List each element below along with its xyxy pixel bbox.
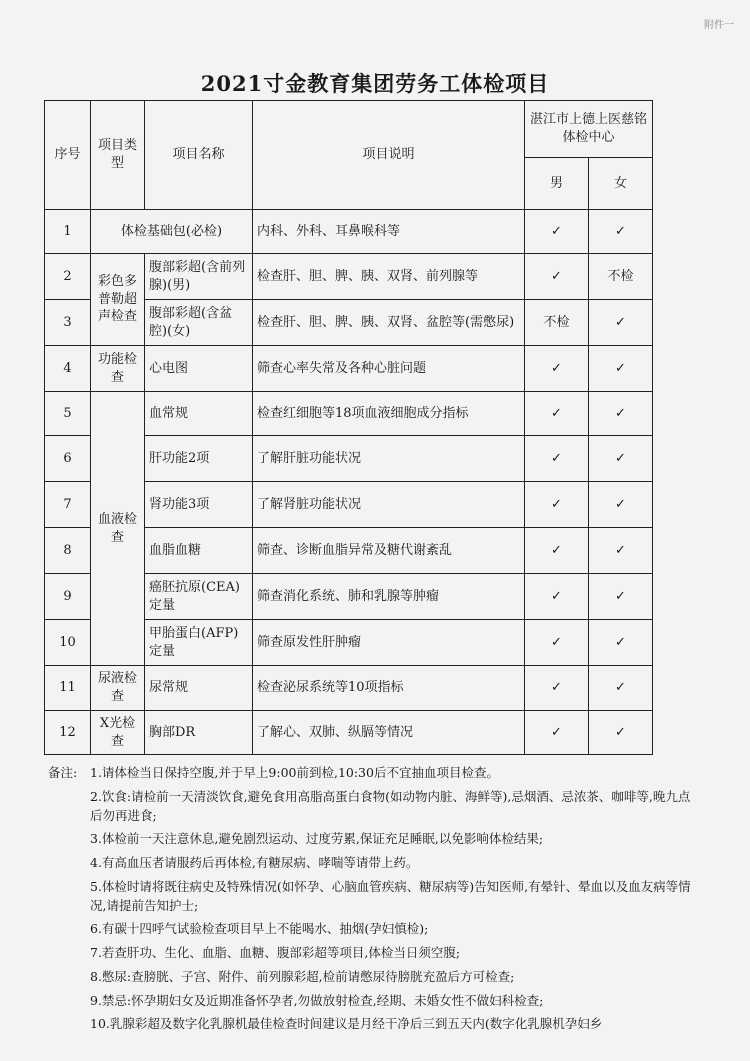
table-row xyxy=(45,711,653,755)
table-row xyxy=(45,346,653,392)
notes-section xyxy=(48,764,698,1039)
row-desc: 了解肝脏功能状况 xyxy=(253,436,525,482)
row-female: ✓ xyxy=(589,210,653,254)
page-title: 2021寸金教育集团劳务工体检项目 xyxy=(200,71,550,96)
note-item: 4.有高血压者请服药后再体检,有糖尿病、哮喘等请带上药。 xyxy=(90,855,419,870)
row-male: ✓ xyxy=(525,620,589,666)
row-male: 不检 xyxy=(525,300,589,346)
row-name: 甲胎蛋白(AFP)定量 xyxy=(145,620,253,666)
header-male: 男 xyxy=(525,158,589,210)
row-desc: 筛查心率失常及各种心脏问题 xyxy=(253,346,525,392)
row-type: 尿液检查 xyxy=(91,666,145,711)
table-row xyxy=(45,666,653,711)
row-name: 腹部彩超(含前列腺)(男) xyxy=(145,254,253,300)
row-desc: 内科、外科、耳鼻喉科等 xyxy=(253,210,525,254)
row-female: ✓ xyxy=(589,482,653,528)
header-desc: 项目说明 xyxy=(253,101,525,210)
table-row xyxy=(45,392,653,436)
row-no: 4 xyxy=(45,346,91,392)
row-name: 肾功能3项 xyxy=(145,482,253,528)
row-desc: 检查肝、胆、脾、胰、双肾、盆腔等(需憋尿) xyxy=(253,300,525,346)
row-desc: 筛查原发性肝肿瘤 xyxy=(253,620,525,666)
row-type: 血液检查 xyxy=(91,392,145,666)
row-desc: 检查肝、胆、脾、胰、双肾、前列腺等 xyxy=(253,254,525,300)
corner-mark: 附件一 xyxy=(704,20,734,31)
row-male: ✓ xyxy=(525,254,589,300)
row-type: 彩色多普勒超声检查 xyxy=(91,254,145,346)
note-item: 3.体检前一天注意休息,避免剧烈运动、过度劳累,保证充足睡眠,以免影响体检结果; xyxy=(90,831,544,847)
header-name: 项目名称 xyxy=(145,101,253,210)
row-type: 功能检查 xyxy=(91,346,145,392)
row-desc: 筛查消化系统、肺和乳腺等肿瘤 xyxy=(253,574,525,620)
row-male: ✓ xyxy=(525,666,589,711)
row-no: 7 xyxy=(45,482,91,528)
row-female: ✓ xyxy=(589,300,653,346)
row-no: 1 xyxy=(45,210,91,254)
row-name: 血常规 xyxy=(145,392,253,436)
row-desc: 筛查、诊断血脂异常及糖代谢紊乱 xyxy=(253,528,525,574)
row-male: ✓ xyxy=(525,436,589,482)
exam-items-table xyxy=(44,100,653,755)
row-desc: 检查红细胞等18项血液细胞成分指标 xyxy=(253,392,525,436)
row-male: ✓ xyxy=(525,574,589,620)
row-name: 血脂血糖 xyxy=(145,528,253,574)
note-item: 9.禁忌:怀孕期妇女及近期准备怀孕者,勿做放射检查,经期、未婚女性不做妇科检查; xyxy=(90,992,544,1008)
header-no: 序号 xyxy=(45,101,91,210)
row-desc: 检查泌尿系统等10项指标 xyxy=(253,666,525,711)
row-no: 5 xyxy=(45,392,91,436)
row-no: 2 xyxy=(45,254,91,300)
row-name: 腹部彩超(含盆腔)(女) xyxy=(145,300,253,346)
note-item: 5.体检时请将既往病史及特殊情况(如怀孕、心脑血管疾病、糖尿病等)告知医师,有晕针、晕血以及血友病等情况,请提前告知护士; xyxy=(90,878,691,913)
row-female: ✓ xyxy=(589,528,653,574)
note-item: 1.请体检当日保持空腹,并于早上9:00前到检,10:30后不宜抽血项目检查。 xyxy=(90,765,499,780)
row-male: ✓ xyxy=(525,392,589,436)
row-female: ✓ xyxy=(589,574,653,620)
row-female: ✓ xyxy=(589,666,653,711)
row-no: 3 xyxy=(45,300,91,346)
row-female: ✓ xyxy=(589,436,653,482)
row-female: ✓ xyxy=(589,620,653,666)
header-female: 女 xyxy=(589,158,653,210)
row-male: ✓ xyxy=(525,482,589,528)
row-no: 12 xyxy=(45,711,91,755)
row-no: 11 xyxy=(45,666,91,711)
row-male: ✓ xyxy=(525,210,589,254)
row-male: ✓ xyxy=(525,528,589,574)
row-male: ✓ xyxy=(525,711,589,755)
row-no: 10 xyxy=(45,620,91,666)
note-item: 2.饮食:请检前一天清淡饮食,避免食用高脂高蛋白食物(如动物内脏、海鲜等),忌烟酒、忌浓茶、咖啡等,晚九点后勿再进食; xyxy=(90,788,691,823)
row-desc: 了解心、双肺、纵膈等情况 xyxy=(253,711,525,755)
row-desc: 了解肾脏功能状况 xyxy=(253,482,525,528)
notes-label: 备注: xyxy=(48,765,78,780)
row-no: 8 xyxy=(45,528,91,574)
row-no: 6 xyxy=(45,436,91,482)
header-type: 项目类型 xyxy=(91,101,145,210)
note-item: 8.憋尿:查膀胱、子宫、附件、前列腺彩超,检前请憋尿待膀胱充盈后方可检查; xyxy=(90,968,515,984)
table-row xyxy=(45,210,653,254)
note-item: 7.若查肝功、生化、血脂、血糖、腹部彩超等项目,体检当日须空腹; xyxy=(90,945,461,960)
row-female: ✓ xyxy=(589,392,653,436)
row-female: ✓ xyxy=(589,346,653,392)
note-item: 6.有碳十四呼气试验检查项目早上不能喝水、抽烟(孕妇慎检); xyxy=(90,921,429,937)
row-name: 心电图 xyxy=(145,346,253,392)
row-name: 肝功能2项 xyxy=(145,436,253,482)
row-name: 癌胚抗原(CEA)定量 xyxy=(145,574,253,620)
row-name: 胸部DR xyxy=(145,711,253,755)
row-type: X光检查 xyxy=(91,711,145,755)
row-male: ✓ xyxy=(525,346,589,392)
table-row xyxy=(45,254,653,300)
row-type: 体检基础包(必检) xyxy=(91,210,253,254)
row-female: ✓ xyxy=(589,711,653,755)
row-female: 不检 xyxy=(589,254,653,300)
header-center: 湛江市上德上医慈铭体检中心 xyxy=(525,101,653,158)
row-name: 尿常规 xyxy=(145,666,253,711)
row-no: 9 xyxy=(45,574,91,620)
note-item: 10.乳腺彩超及数字化乳腺机最佳检查时间建议是月经干净后三到五天内(数字化乳腺机孕妇乡 xyxy=(90,1016,603,1032)
